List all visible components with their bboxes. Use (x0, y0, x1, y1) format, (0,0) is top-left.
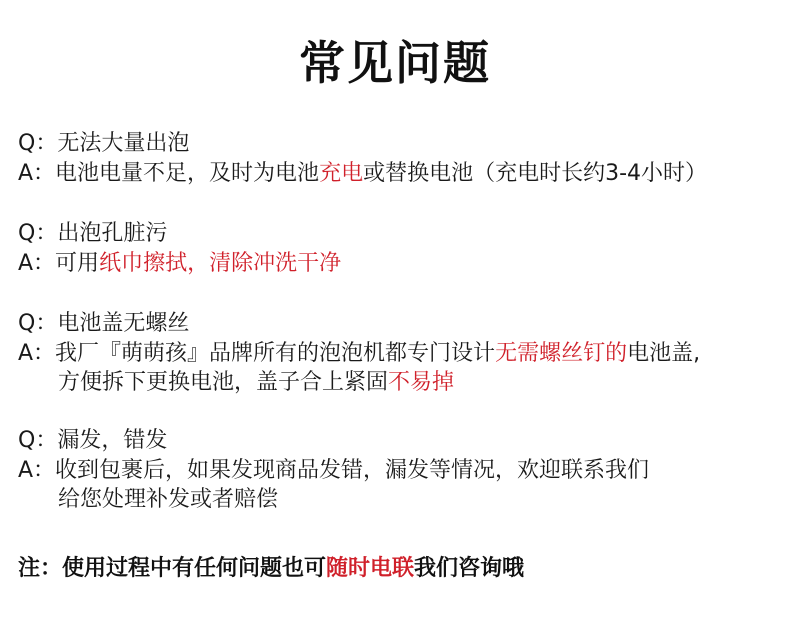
footer-note-highlight: 随时电联 (326, 556, 415, 581)
faq-answer-1-text: A：电池电量不足，及时为电池 (18, 161, 320, 186)
faq-question-1: Q：无法大量出泡 (18, 131, 190, 156)
faq-answer-3-line-2-highlight: 不易掉 (388, 370, 455, 395)
footer-note-text-2: 我们咨询哦 (414, 556, 525, 581)
faq-answer-4: A：收到包裹后，如果发现商品发错，漏发等情况，欢迎联系我们 (18, 458, 650, 483)
faq-answer-1-highlight: 充电 (319, 161, 364, 186)
faq-answer-1-text-2: 或替换电池（充电时长约3-4小时） (363, 161, 708, 186)
faq-answer-1 (18, 158, 707, 190)
faq-answer-2-text: A：可用 (18, 251, 100, 276)
faq-answer-3-text-2: 电池盖, (627, 341, 701, 366)
faq-answer-3-text: A：我厂『萌萌孩』品牌所有的泡泡机都专门设计 (18, 341, 496, 366)
footer-note (18, 553, 524, 585)
faq-question-3: Q：电池盖无螺丝 (18, 311, 190, 336)
faq-question-4: Q：漏发，错发 (18, 428, 168, 453)
faq-answer-3-highlight: 无需螺丝钉的 (495, 341, 628, 366)
page-title: 常见问题 (299, 36, 491, 90)
faq-answer-3 (18, 338, 700, 370)
faq-answer-2-highlight: 纸巾擦拭，清除冲洗干净 (99, 251, 342, 276)
faq-question-2: Q：出泡孔脏污 (18, 221, 168, 246)
faq-answer-3-line-2-text: 方便拆下更换电池，盖子合上紧固 (58, 370, 389, 395)
faq-answer-3-line-2 (58, 367, 454, 399)
faq-answer-4-line-2: 给您处理补发或者赔偿 (58, 487, 279, 512)
faq-answer-2 (18, 248, 341, 280)
footer-note-text: 注：使用过程中有任何问题也可 (18, 556, 327, 581)
